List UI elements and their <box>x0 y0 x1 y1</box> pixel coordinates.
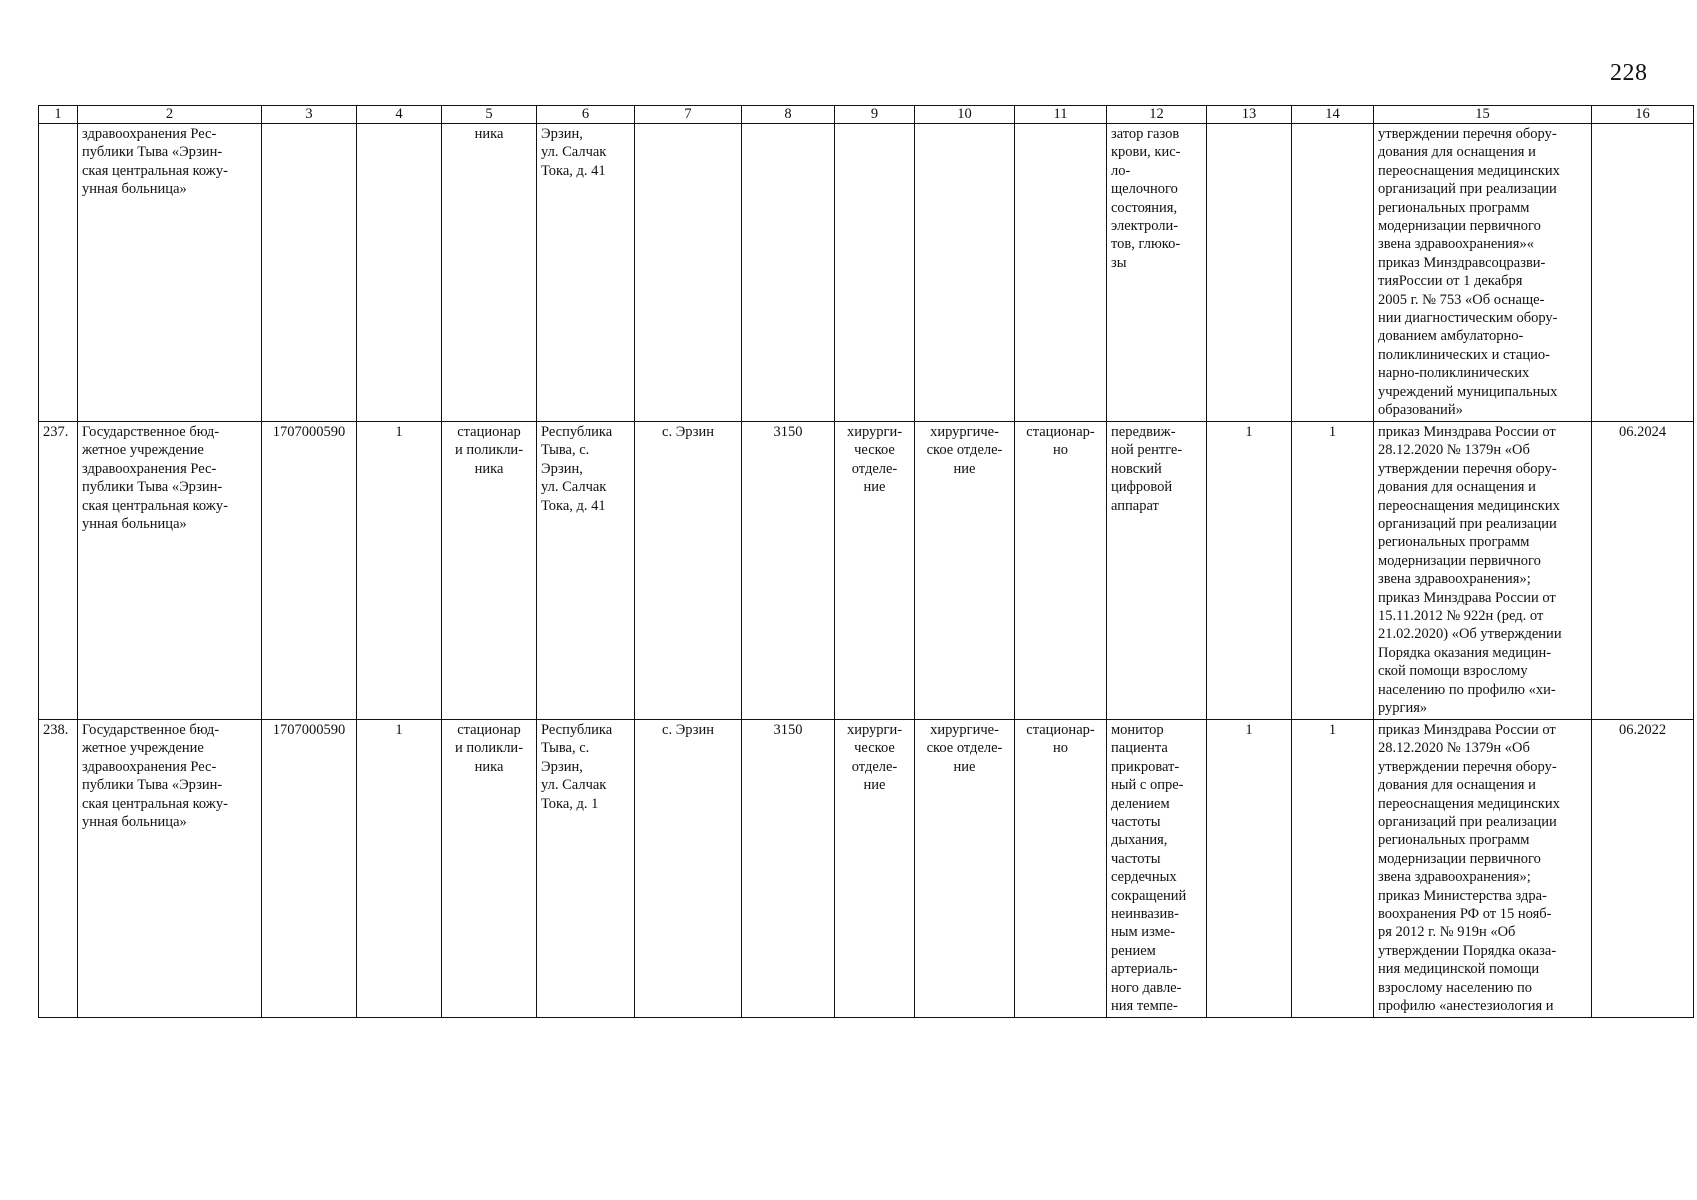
cell-number <box>39 124 78 422</box>
col-header-1: 1 <box>39 106 78 124</box>
table-row <box>39 720 1694 1018</box>
cell-col4 <box>357 124 442 422</box>
cell-code: 3150 <box>742 720 835 1018</box>
cell-organization: Государственное бюд- жетное учреждение здравоохранения Рес- публики Тыва «Эрзин- ская центральная кожу- унная больница» <box>78 720 262 1018</box>
cell-date: 06.2024 <box>1592 422 1694 720</box>
cell-legal-basis: приказ Минздрава России от 28.12.2020 № 1379н «Об утверждении перечня обору- дования для оснащения и переоснащения медицинских организаций при реализации региональных программ модернизации первичного звена здравоохранения»; приказ Минздрава России от 15.11.2012 № 922н (ред. от 21.02.2020) «Об утверждении Порядка оказания медицин- ской помощи взрослому населению по профилю «хи- рургия» <box>1374 422 1592 720</box>
cell-quantity-2: 1 <box>1292 720 1374 1018</box>
col-header-15: 15 <box>1374 106 1592 124</box>
cell-number: 238. <box>39 720 78 1018</box>
cell-department: хирурги- ческое отделе- ние <box>835 720 915 1018</box>
cell-care-type: ника <box>442 124 537 422</box>
cell-locality <box>635 124 742 422</box>
table-row-continued <box>39 124 1694 422</box>
equipment-table <box>38 105 1694 1018</box>
cell-col4: 1 <box>357 422 442 720</box>
cell-organization: здравоохранения Рес- публики Тыва «Эрзин- ская центральная кожу- унная больница» <box>78 124 262 422</box>
cell-number: 237. <box>39 422 78 720</box>
col-header-11: 11 <box>1015 106 1107 124</box>
cell-quantity-2: 1 <box>1292 422 1374 720</box>
cell-col4: 1 <box>357 720 442 1018</box>
cell-quantity-2 <box>1292 124 1374 422</box>
cell-inn <box>262 124 357 422</box>
cell-inn: 1707000590 <box>262 422 357 720</box>
cell-conditions: стационар- но <box>1015 720 1107 1018</box>
cell-address: Эрзин, ул. Салчак Тока, д. 41 <box>537 124 635 422</box>
col-header-2: 2 <box>78 106 262 124</box>
cell-locality: с. Эрзин <box>635 720 742 1018</box>
cell-equipment: монитор пациента прикроват- ный с опре- делением частоты дыхания, частоты сердечных сокращений неинвазив- ным изме- рением артериаль- ного давле- ния темпе- <box>1107 720 1207 1018</box>
cell-department <box>835 124 915 422</box>
cell-address: Республика Тыва, с. Эрзин, ул. Салчак Тока, д. 1 <box>537 720 635 1018</box>
cell-locality: с. Эрзин <box>635 422 742 720</box>
page-number: 228 <box>1610 60 1648 86</box>
col-header-13: 13 <box>1207 106 1292 124</box>
col-header-10: 10 <box>915 106 1015 124</box>
cell-legal-basis: утверждении перечня обору- дования для оснащения и переоснащения медицинских организаций при реализации региональных программ модернизации первичного звена здравоохранения»« приказ Минздравсоцразви- тияРоссии от 1 декабря 2005 г. № 753 «Об оснаще- нии диагностическим обору- дованием амбулаторно- поликлинических и стацио- нарно-поликлинических учреждений муниципальных образований» <box>1374 124 1592 422</box>
cell-quantity: 1 <box>1207 422 1292 720</box>
cell-equipment: затор газов крови, кис- ло- щелочного состояния, электроли- тов, глюко- зы <box>1107 124 1207 422</box>
col-header-7: 7 <box>635 106 742 124</box>
col-header-9: 9 <box>835 106 915 124</box>
col-header-3: 3 <box>262 106 357 124</box>
cell-date <box>1592 124 1694 422</box>
cell-date: 06.2022 <box>1592 720 1694 1018</box>
cell-department-2: хирургиче- ское отделе- ние <box>915 422 1015 720</box>
col-header-14: 14 <box>1292 106 1374 124</box>
cell-department: хирурги- ческое отделе- ние <box>835 422 915 720</box>
cell-equipment: передвиж- ной рентге- новский цифровой аппарат <box>1107 422 1207 720</box>
cell-care-type: стационар и поликли- ника <box>442 422 537 720</box>
col-header-12: 12 <box>1107 106 1207 124</box>
cell-organization: Государственное бюд- жетное учреждение здравоохранения Рес- публики Тыва «Эрзин- ская центральная кожу- унная больница» <box>78 422 262 720</box>
cell-care-type: стационар и поликли- ника <box>442 720 537 1018</box>
cell-address: Республика Тыва, с. Эрзин, ул. Салчак Тока, д. 41 <box>537 422 635 720</box>
cell-conditions: стационар- но <box>1015 422 1107 720</box>
cell-code: 3150 <box>742 422 835 720</box>
cell-department-2: хирургиче- ское отделе- ние <box>915 720 1015 1018</box>
cell-conditions <box>1015 124 1107 422</box>
table-row <box>39 422 1694 720</box>
col-header-4: 4 <box>357 106 442 124</box>
cell-inn: 1707000590 <box>262 720 357 1018</box>
header-row <box>39 106 1694 124</box>
cell-quantity <box>1207 124 1292 422</box>
cell-code <box>742 124 835 422</box>
col-header-8: 8 <box>742 106 835 124</box>
cell-legal-basis: приказ Минздрава России от 28.12.2020 № 1379н «Об утверждении перечня обору- дования для оснащения и переоснащения медицинских организаций при реализации региональных программ модернизации первичного звена здравоохранения»; приказ Министерства здра- воохранения РФ от 15 нояб- ря 2012 г. № 919н «Об утверждении Порядка оказа- ния медицинской помощи взрослому населению по профилю «анестезиология и <box>1374 720 1592 1018</box>
cell-department-2 <box>915 124 1015 422</box>
col-header-5: 5 <box>442 106 537 124</box>
col-header-16: 16 <box>1592 106 1694 124</box>
col-header-6: 6 <box>537 106 635 124</box>
cell-quantity: 1 <box>1207 720 1292 1018</box>
